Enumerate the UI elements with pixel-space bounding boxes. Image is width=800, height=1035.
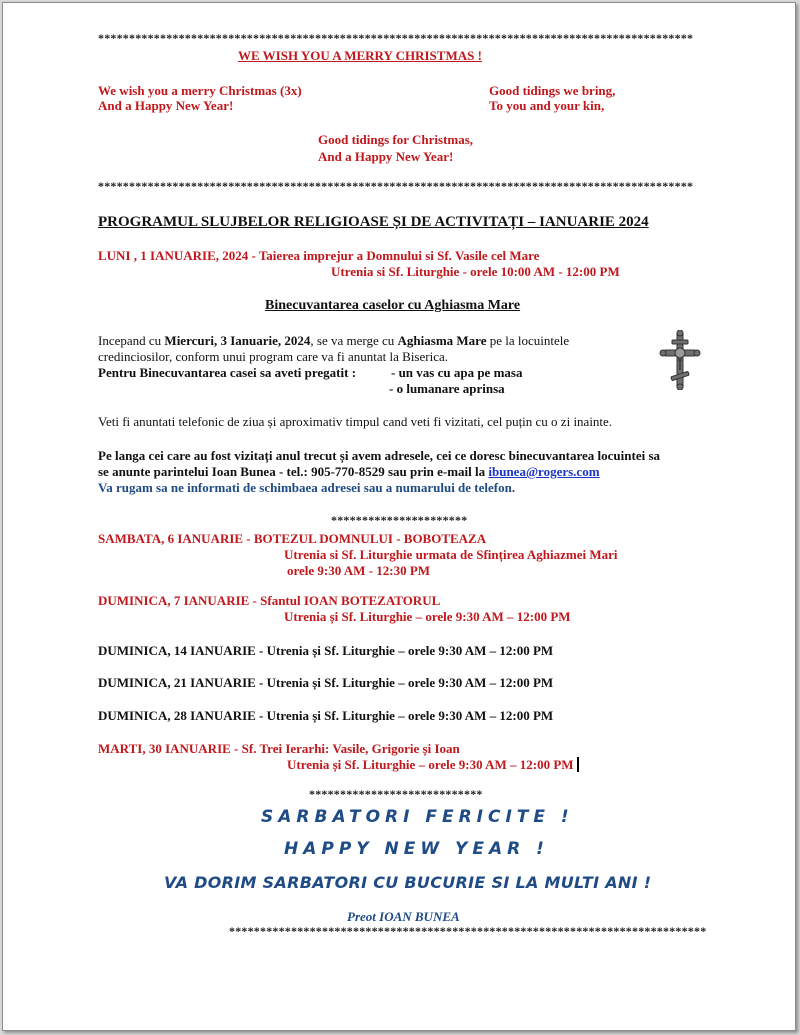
schedule-dum7-line-2: Utrenia și Sf. Liturghie – orele 9:30 AM – 12:00 PM — [284, 609, 571, 624]
schedule-marti-line-1: MARTI, 30 IANUARIE - Sf. Trei Ierarhi: Vasile, Grigorie și Ioan — [98, 741, 460, 756]
schedule-marti-line-2 — [287, 757, 579, 773]
greeting-happy-new-year: HAPPY NEW YEAR ! — [284, 839, 549, 859]
separator-stars-short: ********************** — [331, 513, 468, 527]
blessing-paragraph-line-1 — [98, 333, 569, 349]
prep-item-1: - un vas cu apa pe masa — [391, 365, 523, 380]
text-run: Incepand cu — [98, 333, 165, 348]
schedule-sambata-line-1: SAMBATA, 6 IANUARIE - BOTEZUL DOMNULUI - BOBOTEAZA — [98, 531, 487, 546]
text-run-bold: Aghiasma Mare — [397, 333, 487, 348]
contact-line-2 — [98, 464, 600, 480]
prep-label: Pentru Binecuvantarea casei sa aveti pregatit : — [98, 365, 357, 380]
text-run: pe la locuintele — [486, 333, 570, 348]
blessing-heading: Binecuvantarea caselor cu Aghiasma Mare — [265, 298, 521, 313]
text-cursor — [577, 757, 579, 772]
luni-line-2: Utrenia si Sf. Liturghie - orele 10:00 AM - 12:00 PM — [331, 264, 620, 279]
carol-center-line-1: Good tidings for Christmas, — [318, 132, 474, 147]
carol-left-line-1: We wish you a merry Christmas (3x) — [98, 83, 302, 98]
notice-text: Veti fi anuntati telefonic de ziua și aproximativ timpul cand veti fi vizitati, cel puțin cu o zi inainte. — [98, 414, 613, 429]
separator-stars: ************************************************************************************************ — [98, 31, 694, 45]
contact-line-1: Pe langa cei care au fost vizitați anul trecut și avem adresele, cei ce doresc binecuvantarea locuintei sa — [98, 448, 661, 463]
text-run-bold: Miercuri, 3 Ianuarie, 2024 — [164, 333, 311, 348]
blessing-paragraph-line-2: credinciosilor, conform unui program care va fi anuntat la Biserica. — [98, 349, 448, 364]
carol-right-line-2: To you and your kin, — [489, 98, 605, 113]
schedule-sambata-line-2: Utrenia si Sf. Liturghie urmata de Sfințirea Aghiazmei Mari — [284, 547, 618, 562]
text-run: , se va merge cu — [310, 333, 398, 348]
separator-stars-mid: **************************** — [309, 787, 483, 801]
carol-right-line-1: Good tidings we bring, — [489, 83, 616, 98]
program-title: PROGRAMUL SLUJBELOR RELIGIOASE ȘI DE ACTIVITAȚI – IANUARIE 2024 — [98, 214, 649, 230]
schedule-dum7-line-1: DUMINICA, 7 IANUARIE - Sfantul IOAN BOTEZATORUL — [98, 593, 441, 608]
greeting-sarbatori: SARBATORI FERICITE ! — [261, 807, 574, 827]
prep-item-2: - o lumanare aprinsa — [389, 381, 505, 396]
schedule-dum21: DUMINICA, 21 IANUARIE - Utrenia și Sf. Liturghie – orele 9:30 AM – 12:00 PM — [98, 675, 554, 690]
schedule-dum28: DUMINICA, 28 IANUARIE - Utrenia și Sf. Liturghie – orele 9:30 AM – 12:00 PM — [98, 708, 554, 723]
carol-title: WE WISH YOU A MERRY CHRISTMAS ! — [238, 48, 482, 63]
document-page — [2, 2, 796, 1031]
separator-stars-bottom: ***************************************************************************** — [229, 924, 707, 938]
carol-left-line-2: And a Happy New Year! — [98, 98, 234, 113]
email-link[interactable]: ibunea@rogers.com — [488, 464, 600, 479]
separator-stars: ************************************************************************************************ — [98, 179, 694, 193]
text-run: Utrenia și Sf. Liturghie – orele 9:30 AM – 12:00 PM — [287, 757, 574, 772]
carol-center-line-2: And a Happy New Year! — [318, 149, 454, 164]
text-run: se anunte parintelui Ioan Bunea - tel.: 905-770-8529 sau prin e-mail la — [98, 464, 489, 479]
greeting-la-multi-ani: VA DORIM SARBATORI CU BUCURIE SI LA MULTI ANI ! — [164, 873, 652, 892]
orthodox-cross-icon — [659, 330, 701, 390]
luni-line-1: LUNI , 1 IANUARIE, 2024 - Taierea imprejur a Domnului si Sf. Vasile cel Mare — [98, 248, 540, 263]
schedule-dum14: DUMINICA, 14 IANUARIE - Utrenia și Sf. Liturghie – orele 9:30 AM – 12:00 PM — [98, 643, 554, 658]
schedule-sambata-line-3: orele 9:30 AM - 12:30 PM — [287, 563, 431, 578]
contact-line-3: Va rugam sa ne informati de schimbaea adresei sau a numarului de telefon. — [98, 480, 516, 495]
signature: Preot IOAN BUNEA — [347, 909, 460, 924]
